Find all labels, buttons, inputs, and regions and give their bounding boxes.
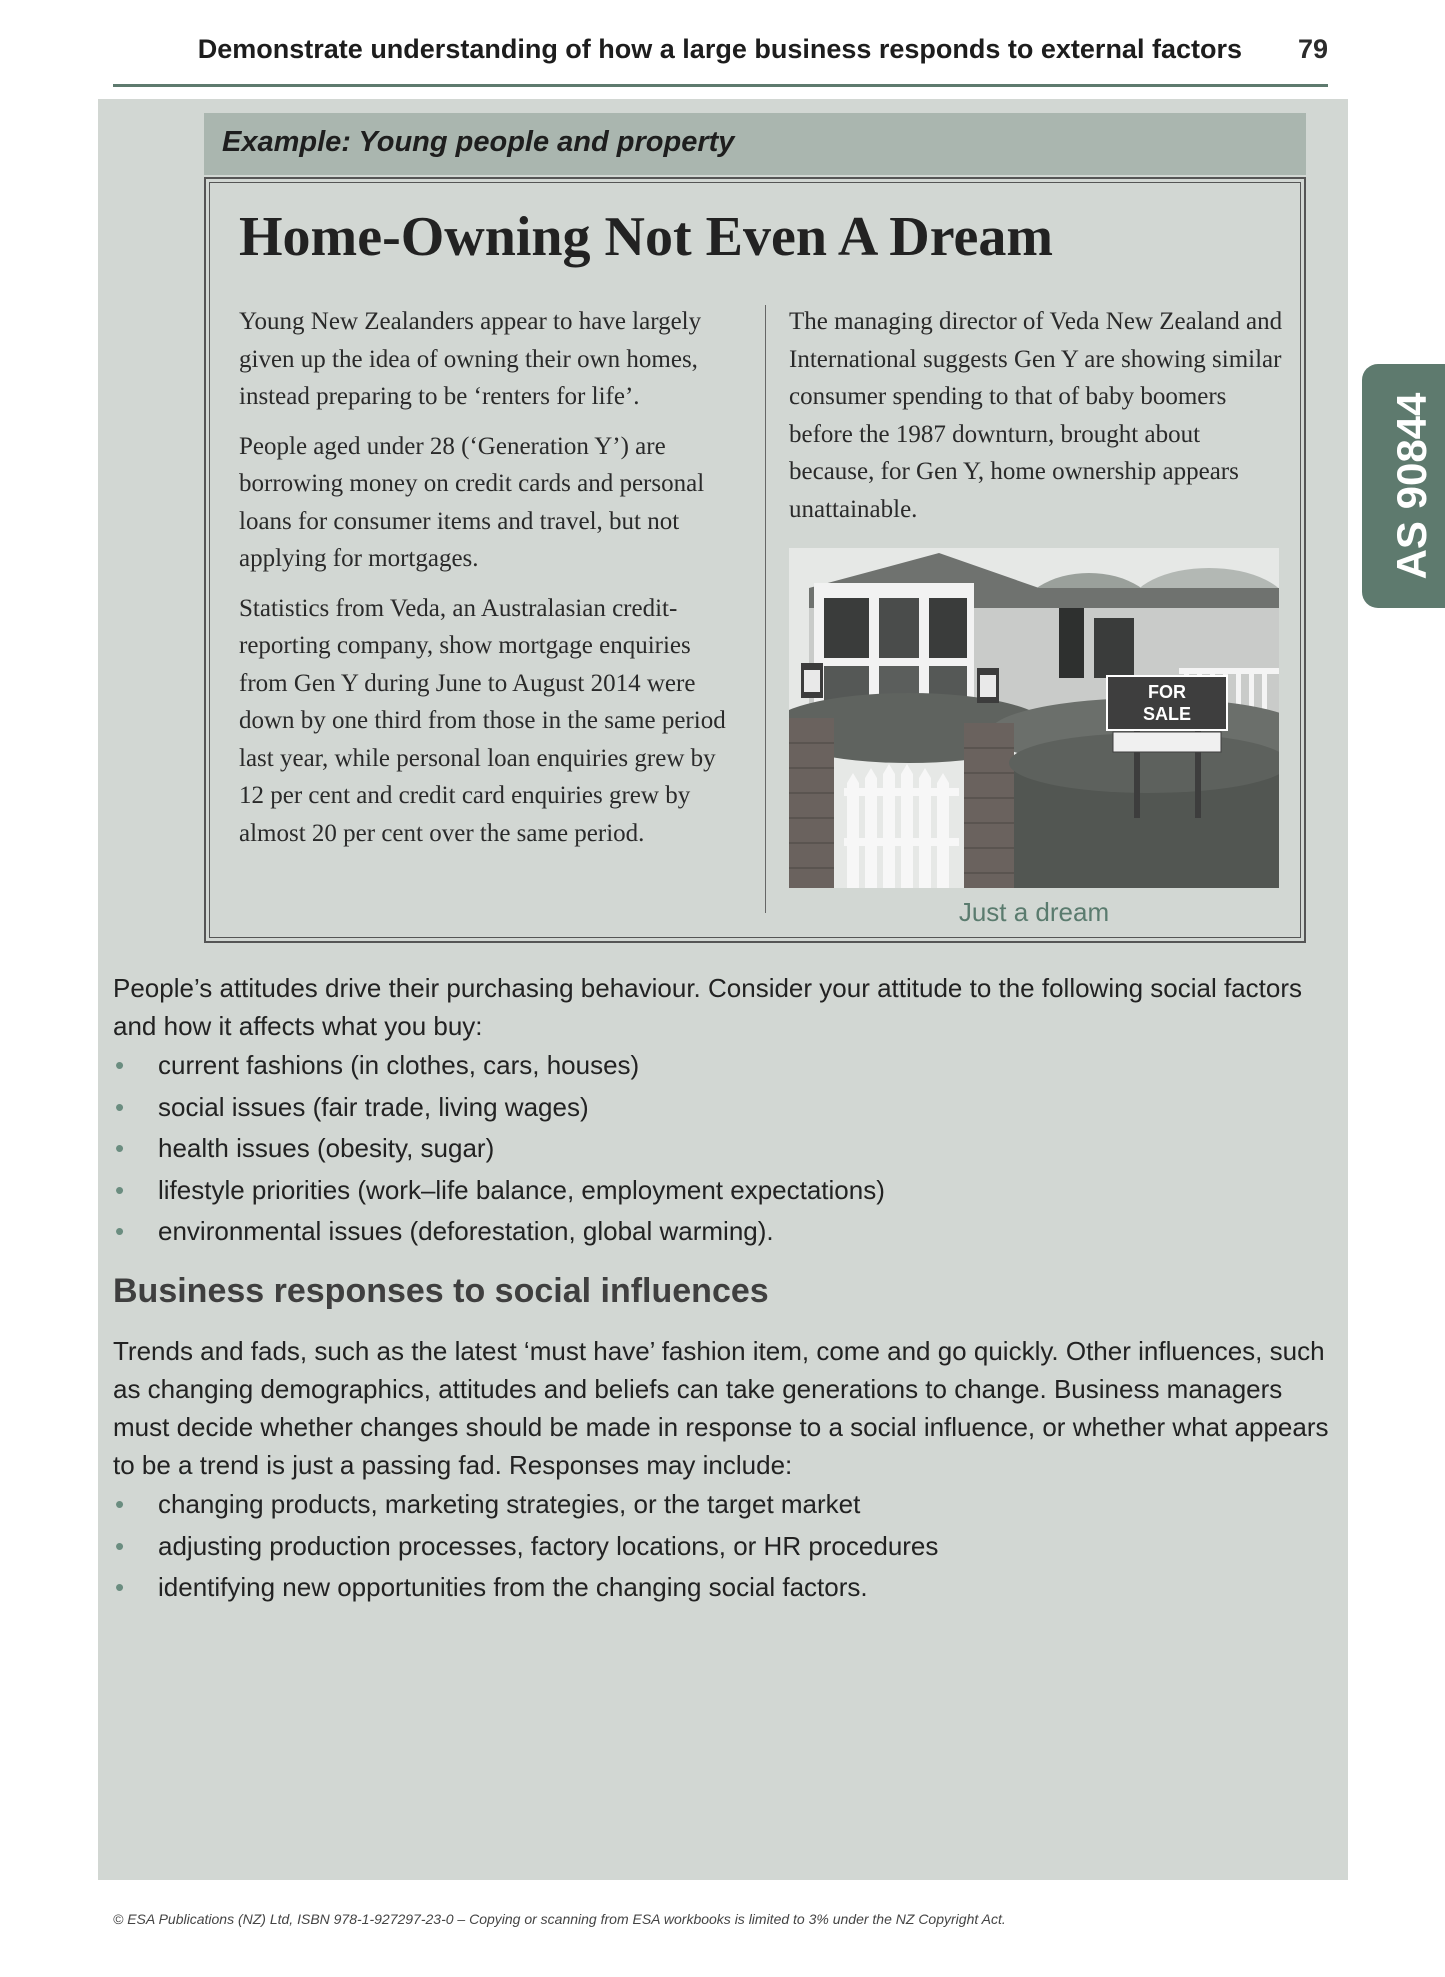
bullet-icon: •	[115, 1216, 125, 1246]
article-paragraph: The managing director of Veda New Zealand and International suggests Gen Y are showing similar consumer spending to that of baby boomers before the 1987 downturn, brought about because, for Gen Y, home ownership appears unattainable.	[789, 308, 1283, 523]
article-paragraph: People aged under 28 (‘Generation Y’) are borrowing money on credit cards and personal loans for consumer items and travel, but not applying for mortgages.	[239, 432, 705, 572]
social-factors-list	[113, 1045, 1313, 1253]
article-paragraph: Statistics from Veda, an Australasian credit-reporting company, show mortgage enquiries from Gen Y during June to August 2014 were down by one third from those in the same period last year, while personal loan enquiries grew by 12 per cent and credit card enquiries grew by almost 20 per cent over the same period.	[239, 594, 726, 847]
list-item	[113, 1211, 1313, 1253]
bullet-icon: •	[115, 1530, 125, 1561]
standard-tab-label: AS 90844	[1388, 392, 1435, 580]
article-inner-border	[209, 182, 1301, 938]
content-panel	[98, 99, 1348, 1880]
section-paragraph: Trends and fads, such as the latest ‘must have’ fashion item, come and go quickly. Other influences, such as changing demographics, attitudes and beliefs can take generations to change. Business managers must decide whether changes should be made in response to a social influence, or whether what appears to be a trend is just a passing fad. Responses may include:	[113, 1336, 1329, 1480]
list-item-text: lifestyle priorities (work–life balance, employment expectations)	[158, 1174, 885, 1205]
bullet-icon: •	[115, 1489, 125, 1519]
list-item	[113, 1128, 1313, 1170]
house-for-sale-photo	[789, 548, 1279, 888]
article-paragraph: Young New Zealanders appear to have largely given up the idea of owning their own homes, instead preparing to be ‘renters for life’.	[239, 308, 702, 410]
list-item	[113, 1484, 1313, 1526]
list-item	[113, 1045, 1313, 1087]
list-item-text: social issues (fair trade, living wages)	[158, 1091, 589, 1122]
list-item	[113, 1087, 1313, 1129]
list-item-text: changing products, marketing strategies, or the target market	[158, 1489, 861, 1519]
standard-tab	[1362, 364, 1445, 608]
copyright-footer: © ESA Publications (NZ) Ltd, ISBN 978-1-927297-23-0 – Copying or scanning from ESA workbooks is limited to 3% under the NZ Copyright Act.	[113, 1911, 1006, 1927]
business-responses-list	[113, 1484, 1313, 1609]
list-item-text: identifying new opportunities from the changing social factors.	[158, 1572, 868, 1602]
list-item-text: health issues (obesity, sugar)	[158, 1133, 495, 1163]
example-bar	[204, 113, 1306, 175]
sign-text-line: FOR	[1148, 682, 1186, 702]
bullet-icon: •	[115, 1572, 125, 1602]
list-item	[113, 1170, 1313, 1212]
header-title: Demonstrate understanding of how a large business responds to external factors	[197, 34, 1242, 64]
page-header	[113, 28, 1328, 87]
photo-caption: Just a dream	[958, 897, 1110, 927]
list-item-text: current fashions (in clothes, cars, houses)	[158, 1050, 640, 1080]
bullet-icon: •	[115, 1050, 125, 1080]
article-headline: Home-Owning Not Even A Dream	[239, 206, 1054, 268]
page-number: 79	[1297, 34, 1328, 64]
intro-paragraph: People’s attitudes drive their purchasing behaviour. Consider your attitude to the following social factors and how it affects what you buy:	[113, 973, 1302, 1041]
bullet-icon: •	[115, 1133, 125, 1163]
article-right-column	[789, 303, 1289, 528]
list-item	[113, 1526, 1313, 1568]
column-divider	[765, 305, 766, 913]
news-article	[204, 177, 1306, 943]
section-heading: Business responses to social influences	[113, 1272, 769, 1310]
bullet-icon: •	[115, 1091, 125, 1122]
example-label: Example: Young people and property	[222, 126, 735, 158]
list-item-text: environmental issues (deforestation, global warming).	[158, 1216, 774, 1246]
list-item	[113, 1567, 1313, 1609]
bullet-icon: •	[115, 1174, 125, 1205]
article-left-column	[239, 303, 739, 864]
list-item-text: adjusting production processes, factory locations, or HR procedures	[158, 1530, 939, 1561]
sign-text-line: SALE	[1142, 704, 1192, 724]
